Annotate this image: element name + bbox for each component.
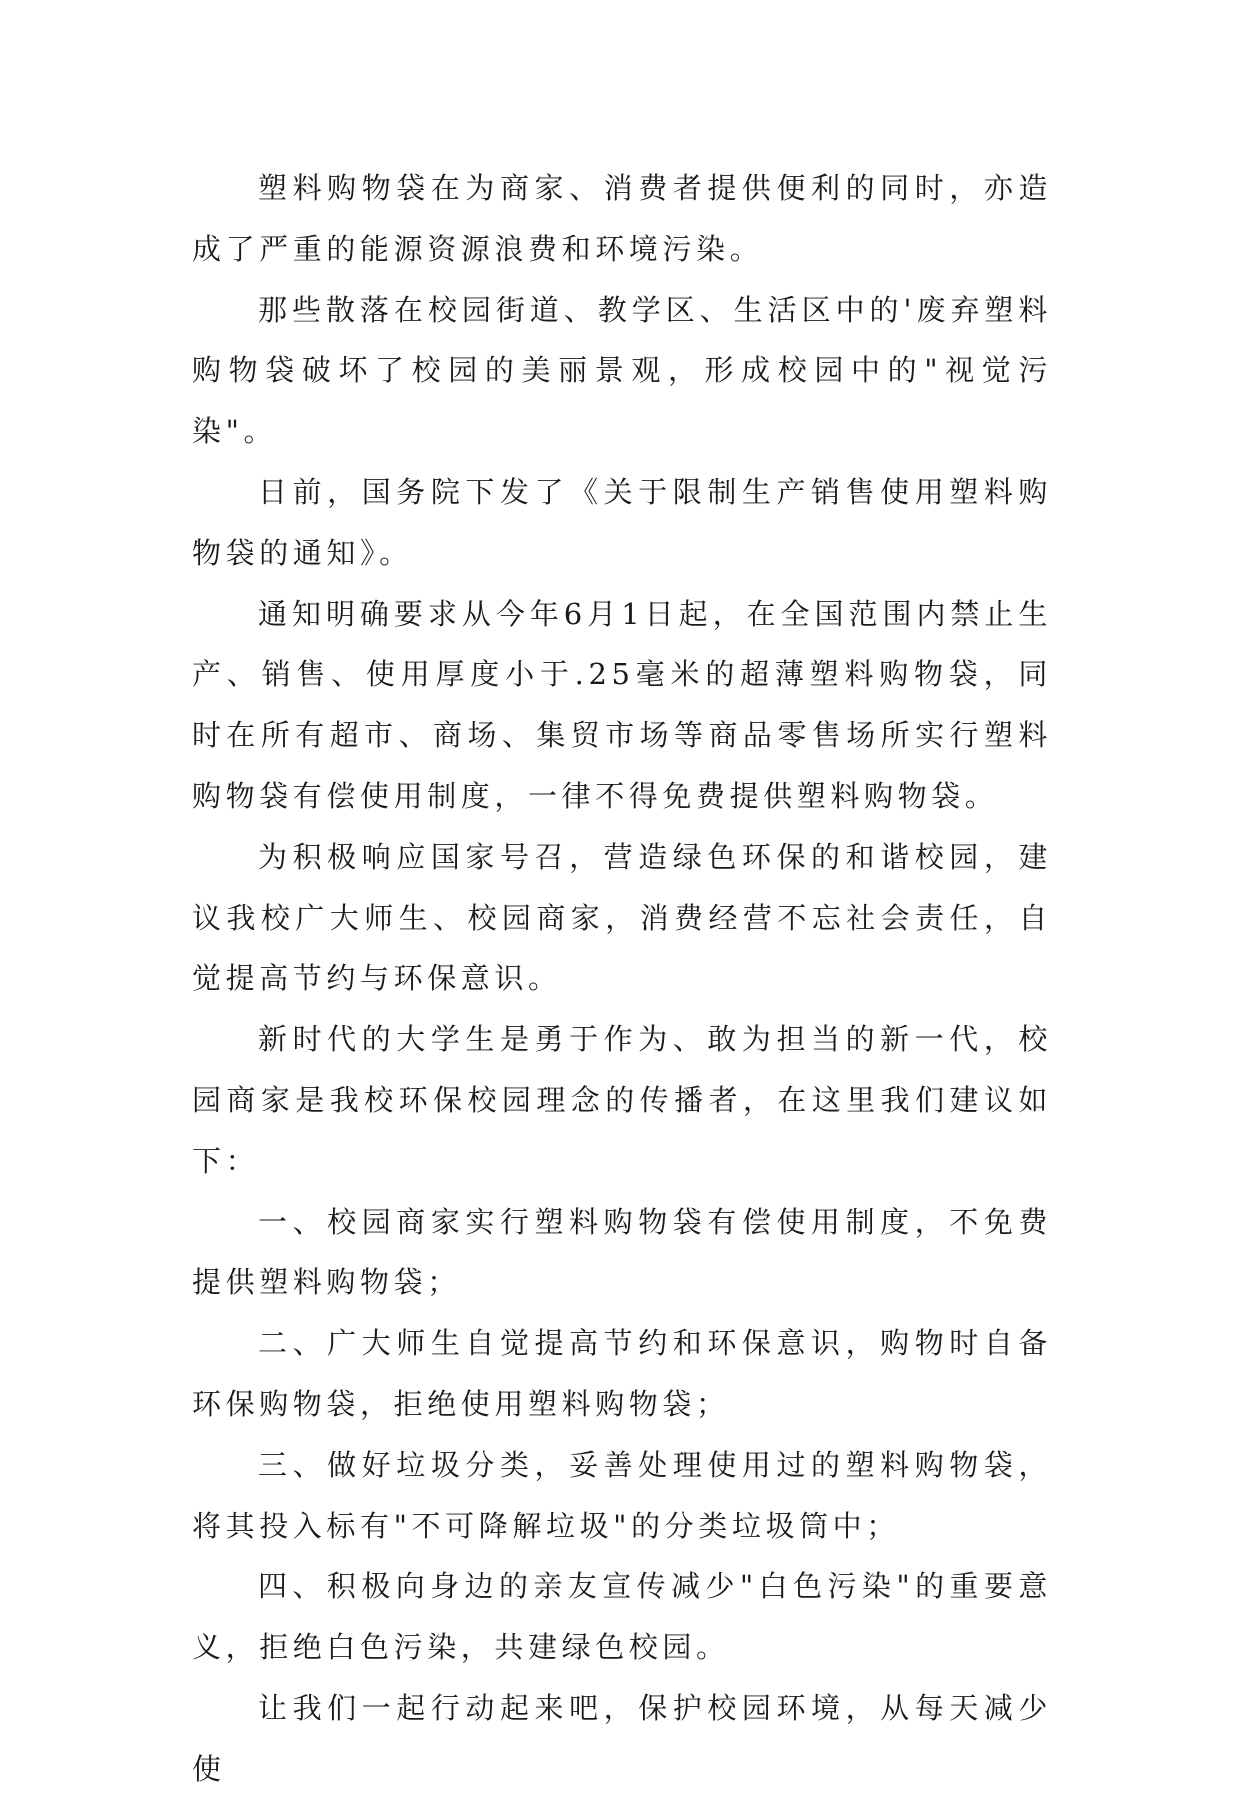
paragraph-10: 四、积极向身边的亲友宣传减少"白色污染"的重要意义，拒绝白色污染，共建绿色校园。 [192,1569,1052,1665]
paragraph-4: 通知明确要求从今年6月1日起，在全国范围内禁止生产、销售、使用厚度小于.25毫米的超薄塑料购物袋，同时在所有超市、商场、集贸市场等商品零售场所实行塑料购物袋有偿使用制度，一律不得免费提供塑料购物袋。 [192,596,1052,813]
paragraph-7: 一、校园商家实行塑料购物袋有偿使用制度，不免费提供塑料购物袋； [192,1204,1052,1300]
paragraph-5: 为积极响应国家号召，营造绿色环保的和谐校园，建议我校广大师生、校园商家，消费经营不忘社会责任，自觉提高节约与环保意识。 [192,839,1052,996]
paragraph-1: 塑料购物袋在为商家、消费者提供便利的同时，亦造成了严重的能源资源浪费和环境污染。 [192,171,1052,266]
document-body [192,158,1052,1800]
paragraph-8: 二、广大师生自觉提高节约和环保意识，购物时自备环保购物袋，拒绝使用塑料购物袋； [192,1326,1052,1421]
paragraph-3: 日前，国务院下发了《关于限制生产销售使用塑料购物袋的通知》。 [192,474,1052,570]
paragraph-9: 三、做好垃圾分类，妥善处理使用过的塑料购物袋，将其投入标有"不可降解垃圾"的分类垃圾筒中； [192,1447,1052,1543]
paragraph-11: 让我们一起行动起来吧，保护校园环境，从每天减少使 [192,1690,1052,1786]
paragraph-6: 新时代的大学生是勇于作为、敢为担当的新一代，校园商家是我校环保校园理念的传播者，在这里我们建议如下： [192,1022,1052,1178]
paragraph-2: 那些散落在校园街道、教学区、生活区中的'废弃塑料购物袋破坏了校园的美丽景观，形成校园中的"视觉污染"。 [192,292,1052,449]
